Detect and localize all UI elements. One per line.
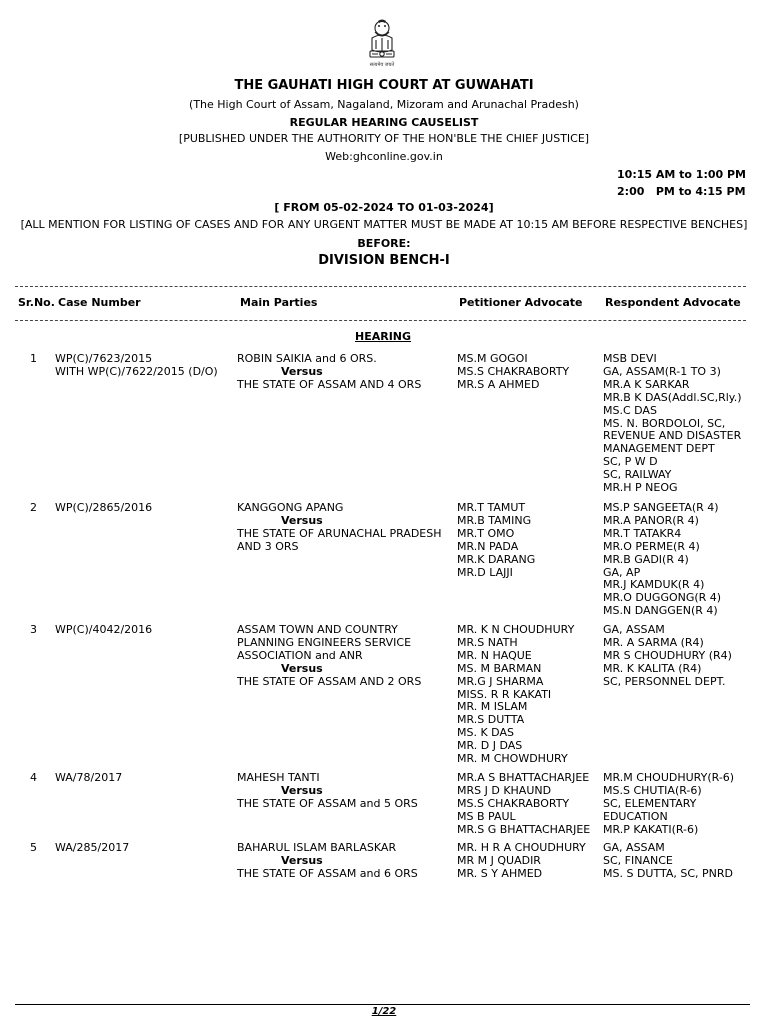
petitioner-advocate: MR.S A AHMED: [457, 377, 540, 391]
before-label: BEFORE:: [357, 237, 411, 250]
respondent-advocate: MR.B K DAS(Addl.SC,Rly.): [603, 390, 742, 404]
respondent-advocate: MR.M CHOUDHURY(R-6): [603, 771, 735, 784]
petitioner-advocate: MR.S NATH: [457, 635, 518, 649]
section-label-hearing: HEARING: [355, 330, 412, 343]
footer-rule: [15, 1004, 750, 1005]
respondent-advocate: SC, ELEMENTARY: [603, 796, 697, 810]
divider-top: [15, 286, 746, 287]
col-header-respondent-advocate: Respondent Advocate: [605, 296, 741, 309]
petitioner-advocate: MR. H R A CHOUDHURY: [457, 841, 586, 854]
case-number-line: WP(C)/2865/2016: [55, 501, 153, 514]
respondent-advocate: MS. S DUTTA, SC, PNRD: [603, 866, 734, 880]
respondent-advocates: [603, 842, 753, 881]
col-header-case-number: Case Number: [58, 296, 141, 309]
respondent-advocate: GA, AP: [603, 565, 641, 579]
case-number: [55, 502, 152, 515]
respondent-advocates: [603, 353, 753, 495]
petitioner-advocates: [457, 842, 597, 881]
versus-label: Versus: [281, 783, 323, 797]
petitioner-party: ROBIN SAIKIA and 6 ORS.: [237, 352, 377, 365]
respondent-advocate: GA, ASSAM(R-1 TO 3): [603, 364, 721, 378]
case-serial-number: 5: [30, 841, 37, 854]
case-serial-number: 3: [30, 623, 37, 636]
respondent-party: THE STATE OF ASSAM AND 2 ORS: [237, 674, 422, 688]
petitioner-advocates: [457, 353, 597, 392]
petitioner-party: KANGGONG APANG: [237, 501, 344, 514]
court-subtitle: (The High Court of Assam, Nagaland, Mizoram and Arunachal Pradesh): [189, 98, 579, 111]
authority-note: [PUBLISHED UNDER THE AUTHORITY OF THE HON'BLE THE CHIEF JUSTICE]: [178, 132, 590, 145]
petitioner-advocate: MR.D LAJJI: [457, 565, 513, 579]
case-number-line: WP(C)/7623/2015: [55, 352, 153, 365]
petitioner-advocate: MR. D J DAS: [457, 739, 523, 753]
petitioner-advocate: MS.M GOGOI: [457, 352, 528, 365]
respondent-advocate: MR.O PERME(R 4): [603, 539, 700, 553]
time-morning: 10:15 AM to 1:00 PM: [617, 168, 746, 181]
case-number: [55, 624, 152, 637]
respondent-advocate: MR. A SARMA (R4): [603, 635, 704, 649]
emblem-motto: सत्यमेव जयते: [369, 62, 395, 68]
main-parties: [237, 772, 447, 811]
petitioner-advocate: MS B PAUL: [457, 809, 516, 823]
petitioner-advocate: MISS. R R KAKATI: [457, 687, 552, 701]
petitioner-party: BAHARUL ISLAM BARLASKAR: [237, 841, 397, 854]
main-parties: [237, 502, 447, 554]
petitioner-advocate: MR.T TAMUT: [457, 501, 526, 514]
respondent-advocate: MR.B GADI(R 4): [603, 552, 689, 566]
respondent-advocate: MR.P KAKATI(R-6): [603, 822, 699, 836]
respondent-advocate: MS.P SANGEETA(R 4): [603, 501, 719, 514]
respondent-advocate: SC, RAILWAY: [603, 468, 672, 482]
website: Web:ghconline.gov.in: [325, 150, 443, 163]
date-range: [ FROM 05-02-2024 TO 01-03-2024]: [274, 201, 494, 214]
petitioner-advocate: MR.K DARANG: [457, 552, 536, 566]
case-serial-number: 2: [30, 501, 37, 514]
petitioner-advocates: [457, 502, 597, 579]
petitioner-party: MAHESH TANTI: [237, 771, 320, 784]
respondent-advocate: SC, PERSONNEL DEPT.: [603, 674, 726, 688]
case-number: [55, 842, 129, 855]
respondent-advocate: MS.S CHUTIA(R-6): [603, 783, 702, 797]
petitioner-advocate: MR. S Y AHMED: [457, 866, 543, 880]
col-header-petitioner-advocate: Petitioner Advocate: [459, 296, 583, 309]
respondent-advocate: GA, ASSAM: [603, 623, 665, 636]
respondent-party: THE STATE OF ASSAM and 6 ORS: [237, 866, 418, 880]
col-header-srno: Sr.No.: [18, 296, 55, 309]
versus-label: Versus: [281, 661, 323, 675]
petitioner-advocate: MR.S G BHATTACHARJEE: [457, 822, 591, 836]
national-emblem-icon: [363, 18, 401, 70]
petitioner-advocate: MRS J D KHAUND: [457, 783, 552, 797]
respondent-advocates: [603, 502, 753, 618]
petitioner-advocates: [457, 772, 597, 837]
petitioner-advocate: MR. K N CHOUDHURY: [457, 623, 575, 636]
petitioner-advocate: MR.G J SHARMA: [457, 674, 544, 688]
petitioner-advocate: MS. K DAS: [457, 726, 514, 740]
petitioner-advocate: MR.B TAMING: [457, 513, 532, 527]
respondent-advocates: [603, 624, 753, 689]
respondent-advocate: MSB DEVI: [603, 352, 657, 365]
petitioner-advocate: MR.N PADA: [457, 539, 519, 553]
divider-header: [15, 320, 746, 321]
page-number: 1/22: [371, 1006, 397, 1017]
respondent-advocate: REVENUE AND DISASTER: [603, 429, 742, 443]
petitioner-advocate: MS. M BARMAN: [457, 661, 542, 675]
versus-label: Versus: [281, 853, 323, 867]
petitioner-advocates: [457, 624, 597, 766]
petitioner-advocate: MR. M ISLAM: [457, 700, 528, 714]
petitioner-advocate: MS.S CHAKRABORTY: [457, 796, 570, 810]
case-number: [55, 772, 122, 785]
case-serial-number: 4: [30, 771, 37, 784]
respondent-advocate: MR.T TATAKR4: [603, 526, 682, 540]
respondent-advocate: MR.A K SARKAR: [603, 377, 690, 391]
petitioner-advocate: MR M J QUADIR: [457, 853, 541, 867]
respondent-advocate: SC, FINANCE: [603, 853, 673, 867]
respondent-advocate: MR.O DUGGONG(R 4): [603, 591, 722, 605]
petitioner-advocate: MS.S CHAKRABORTY: [457, 364, 570, 378]
respondent-advocate: EDUCATION: [603, 809, 668, 823]
petitioner-advocate: MR. M CHOWDHURY: [457, 752, 568, 766]
respondent-advocate: MR.H P NEOG: [603, 481, 678, 495]
bench-name: DIVISION BENCH-I: [318, 253, 450, 268]
versus-label: Versus: [281, 513, 323, 527]
main-parties: [237, 353, 447, 392]
versus-label: Versus: [281, 364, 323, 378]
respondent-advocate: SC, P W D: [603, 455, 658, 469]
respondent-advocate: MS.C DAS: [603, 403, 657, 417]
sitting-timings: [617, 166, 746, 200]
respondent-party: THE STATE OF ARUNACHAL PRADESH AND 3 ORS: [237, 526, 442, 553]
respondent-advocate: MS.N DANGGEN(R 4): [603, 604, 718, 618]
main-parties: [237, 624, 447, 689]
respondent-advocate: MR. K KALITA (R4): [603, 661, 702, 675]
case-number-line: WITH WP(C)/7622/2015 (D/O): [55, 364, 218, 378]
respondent-party: THE STATE OF ASSAM AND 4 ORS: [237, 377, 422, 391]
respondent-advocate: MANAGEMENT DEPT: [603, 442, 715, 456]
col-header-main-parties: Main Parties: [240, 296, 318, 309]
case-serial-number: 1: [30, 352, 37, 365]
respondent-advocate: MR.J KAMDUK(R 4): [603, 578, 705, 592]
petitioner-advocate: MR.S DUTTA: [457, 713, 525, 727]
petitioner-advocate: MR.A S BHATTACHARJEE: [457, 771, 590, 784]
case-number-line: WA/78/2017: [55, 771, 123, 784]
case-number: [55, 353, 218, 379]
respondent-advocate: MR S CHOUDHURY (R4): [603, 648, 732, 662]
respondent-party: THE STATE OF ASSAM and 5 ORS: [237, 796, 418, 810]
petitioner-advocate: MR. N HAQUE: [457, 648, 532, 662]
causelist-type: REGULAR HEARING CAUSELIST: [289, 116, 479, 129]
respondent-advocate: GA, ASSAM: [603, 841, 665, 854]
respondent-advocates: [603, 772, 753, 837]
petitioner-advocate: MR.T OMO: [457, 526, 515, 540]
mention-note: [ALL MENTION FOR LISTING OF CASES AND FOR ANY URGENT MATTER MUST BE MADE AT 10:15 AM BEFORE RESPECTIVE BENCHES]: [20, 218, 748, 231]
petitioner-party: ASSAM TOWN AND COUNTRY PLANNING ENGINEERS SERVICE ASSOCIATION and ANR: [237, 623, 412, 662]
time-afternoon: 2:00 PM to 4:15 PM: [617, 185, 746, 198]
case-number-line: WA/285/2017: [55, 841, 130, 854]
case-number-line: WP(C)/4042/2016: [55, 623, 153, 636]
main-parties: [237, 842, 447, 881]
court-name: THE GAUHATI HIGH COURT AT GUWAHATI: [234, 78, 534, 93]
respondent-advocate: MR.A PANOR(R 4): [603, 513, 699, 527]
respondent-advocate: MS. N. BORDOLOI, SC,: [603, 416, 726, 430]
